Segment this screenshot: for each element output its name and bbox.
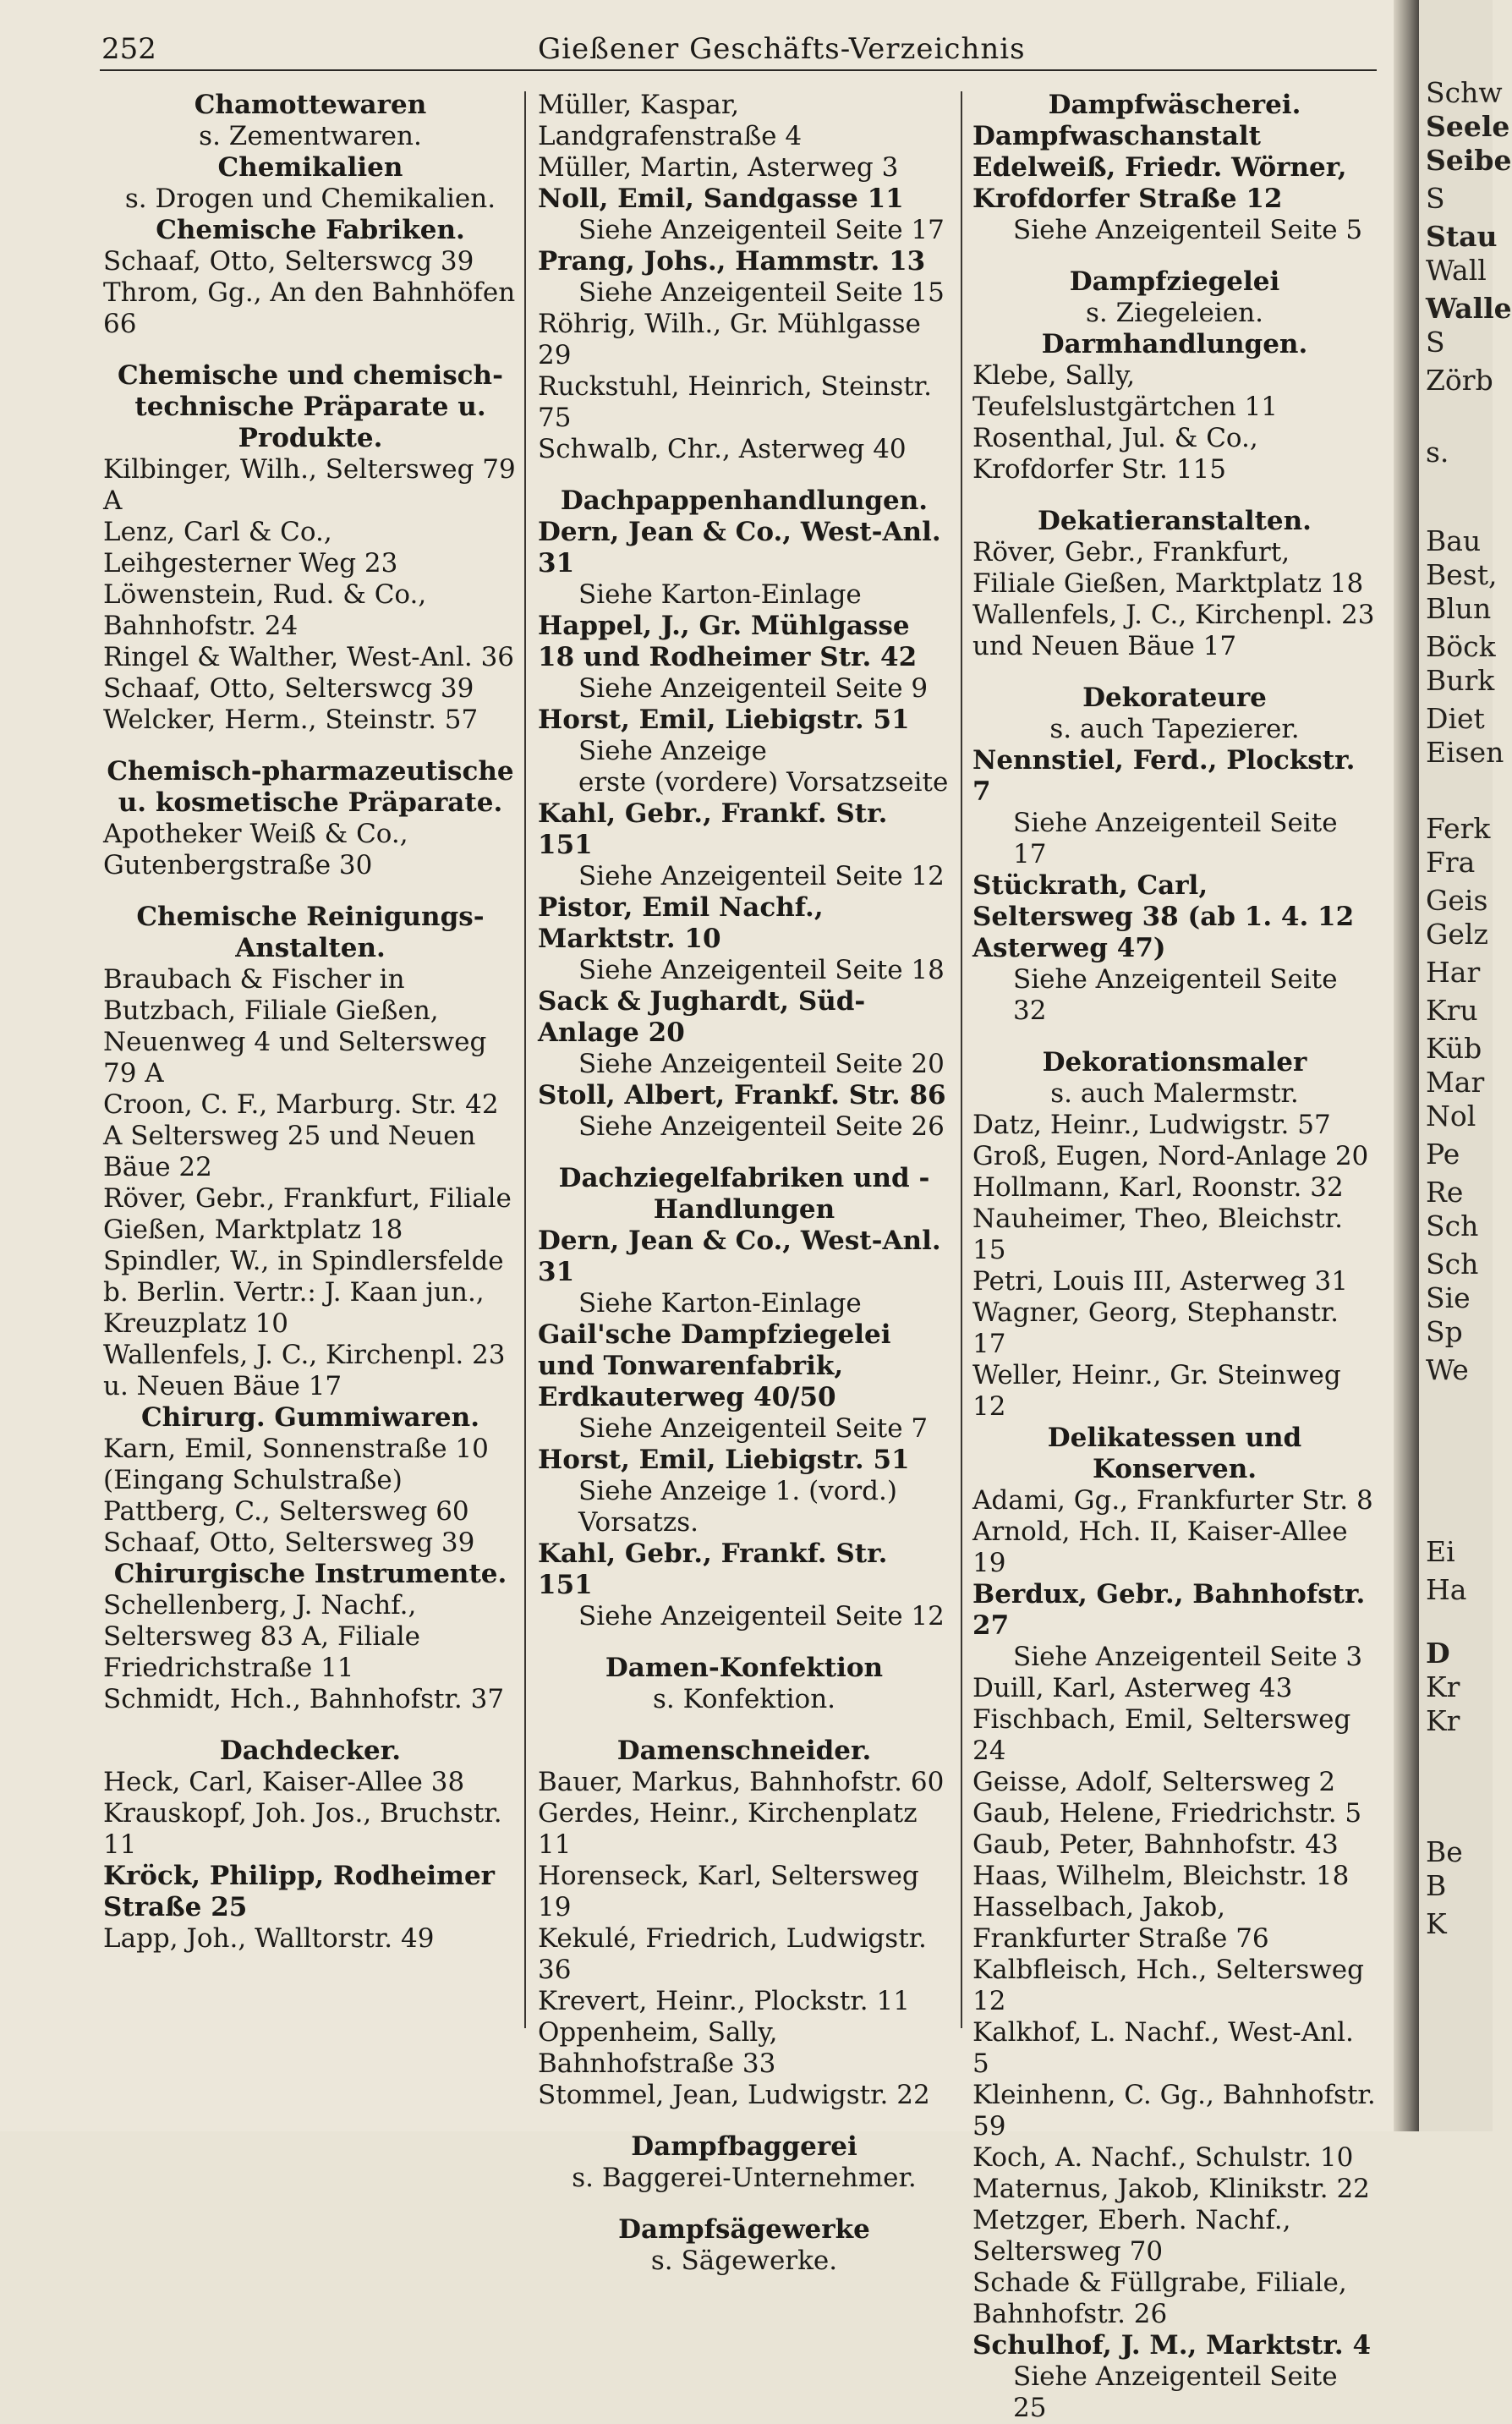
cross-reference: s. auch Malermstr.	[1050, 1078, 1299, 1109]
adjacent-page-fragment: S	[1426, 326, 1445, 359]
directory-entry: Croon, C. F., Marburg. Str. 42 A Seltersweg 25 und Neuen Bäue 22	[103, 1089, 507, 1182]
adjacent-page-fragment: Wall	[1426, 254, 1487, 287]
directory-entry: Kahl, Gebr., Frankf. Str. 151	[538, 1538, 897, 1600]
adjacent-page-fragment: Kru	[1426, 994, 1478, 1027]
adjacent-page-fragment: Kr	[1426, 1704, 1460, 1737]
adjacent-page-fragment: Küb	[1426, 1032, 1482, 1065]
directory-entry: Bauer, Markus, Bahnhofstr. 60	[538, 1767, 945, 1797]
spacer	[972, 485, 1377, 506]
adjacent-page-fragment: K	[1426, 1907, 1447, 1940]
ad-reference: Siehe Anzeigenteil Seite 18	[578, 955, 945, 985]
directory-entry: Sack & Jughardt, Süd-Anlage 20	[538, 986, 866, 1048]
adjacent-page-fragment: Sch	[1426, 1248, 1479, 1281]
ad-reference: Siehe Anzeigenteil Seite 26	[578, 1111, 945, 1142]
adjacent-page-fragment: Pe	[1426, 1138, 1460, 1171]
adjacent-page-fragment: Walle	[1426, 292, 1512, 325]
directory-entry: Weller, Heinr., Gr. Steinweg 12	[972, 1360, 1350, 1422]
cross-reference: s. Drogen und Chemikalien.	[124, 184, 496, 214]
directory-entry: Kilbinger, Wilh., Seltersweg 79 A	[103, 454, 524, 516]
adjacent-page-fragment: Ha	[1426, 1573, 1467, 1606]
adjacent-page-fragment: Sch	[1426, 1209, 1479, 1242]
directory-entry: Groß, Eugen, Nord-Anlage 20	[972, 1141, 1369, 1171]
adjacent-page-fragment: Blun	[1426, 592, 1492, 625]
directory-entry: Rosenthal, Jul. & Co., Krofdorfer Str. 115	[972, 423, 1267, 485]
directory-entry: Horst, Emil, Liebigstr. 51	[538, 705, 910, 735]
directory-entry: Throm, Gg., An den Bahnhöfen 66	[103, 277, 524, 339]
directory-entry: Datz, Heinr., Ludwigstr. 57	[972, 1110, 1331, 1140]
directory-entry: Ringel & Walther, West-Anl. 36	[103, 642, 515, 672]
directory-entry: Wallenfels, J. C., Kirchenpl. 23 und Neuen Bäue 17	[972, 600, 1383, 661]
adjacent-page-fragment: Mar	[1426, 1066, 1485, 1099]
section-heading: Damen-Konfektion	[605, 1653, 884, 1683]
adjacent-page-edge	[1419, 0, 1512, 2131]
column-left	[103, 90, 524, 2111]
directory-entry: Klebe, Sally, Teufelslustgärtchen 11	[972, 360, 1279, 422]
directory-entry: Petri, Louis III, Asterweg 31	[972, 1266, 1348, 1297]
directory-entry: Gerdes, Heinr., Kirchenplatz 11	[538, 1798, 926, 1860]
directory-entry: Nennstiel, Ferd., Plockstr. 7	[972, 745, 1365, 807]
directory-entry: Lenz, Carl & Co., Leihgesterner Weg 23	[103, 517, 398, 579]
adjacent-page-fragment: Gelz	[1426, 918, 1488, 951]
directory-entry: Maternus, Jakob, Klinikstr. 22	[972, 2174, 1370, 2204]
spacer	[538, 2194, 950, 2214]
adjacent-page-fragment: We	[1426, 1353, 1469, 1386]
adjacent-page-fragment: Re	[1426, 1176, 1464, 1209]
section-heading: Chirurg. Gummiwaren.	[140, 1402, 479, 1433]
adjacent-page-fragment: Har	[1426, 956, 1481, 989]
ad-reference: Siehe Anzeigenteil Seite 17	[1013, 808, 1338, 869]
directory-entry: Kekulé, Friedrich, Ludwigstr. 36	[538, 1923, 935, 1985]
adjacent-page-fragment: Böck	[1426, 630, 1496, 663]
directory-entry: Fischbach, Emil, Seltersweg 24	[972, 1704, 1360, 1766]
ad-reference: Siehe Anzeigenteil Seite 15	[578, 277, 945, 308]
directory-entry: Kröck, Philipp, Rodheimer Straße 25	[103, 1861, 504, 1922]
spacer	[103, 881, 518, 902]
directory-entry: Metzger, Eberh. Nachf., Seltersweg 70	[972, 2205, 1300, 2267]
spacer	[103, 1715, 518, 1736]
adjacent-page-fragment: Seele	[1426, 110, 1510, 143]
directory-entry: Löwenstein, Rud. & Co., Bahnhofstr. 24	[103, 579, 436, 641]
section-heading: Damenschneider.	[616, 1736, 872, 1766]
directory-entry: Berdux, Gebr., Bahnhofstr. 27	[972, 1579, 1375, 1641]
section-heading: Chirurgische Instrumente.	[113, 1559, 507, 1589]
directory-entry: Schellenberg, J. Nachf., Seltersweg 83 A, Filiale Friedrichstraße 11	[103, 1590, 429, 1683]
cross-reference: s. Zementwaren.	[199, 121, 422, 151]
spacer	[538, 2111, 950, 2131]
directory-entry: Braubach & Fischer in Butzbach, Filiale Gießen, Neuenweg 4 und Seltersweg 79 A	[103, 964, 496, 1089]
column-rule-2	[961, 91, 962, 2028]
adjacent-page-fragment: Diet	[1426, 702, 1485, 735]
adjacent-page-fragment: D	[1426, 1637, 1450, 1670]
adjacent-page-fragment: Nol	[1426, 1100, 1476, 1132]
adjacent-page-fragment: Seibe	[1426, 144, 1512, 177]
ad-reference: Siehe Anzeigenteil Seite 25	[1013, 2361, 1338, 2423]
spacer	[103, 736, 518, 756]
adjacent-page-fragment: Fra	[1426, 846, 1476, 879]
directory-entry: Lapp, Joh., Walltorstr. 49	[103, 1923, 435, 1954]
directory-entry: Duill, Karl, Asterweg 43	[972, 1673, 1293, 1703]
column-middle	[538, 90, 950, 2276]
directory-entry: Oppenheim, Sally, Bahnhofstraße 33	[538, 2017, 786, 2079]
section-heading: Chemische Fabriken.	[156, 215, 465, 245]
page-header	[100, 27, 1377, 71]
book-gutter	[1394, 0, 1419, 2131]
directory-entry: Stommel, Jean, Ludwigstr. 22	[538, 2080, 930, 2110]
ad-reference: Siehe Anzeigenteil Seite 3	[1013, 1642, 1363, 1672]
directory-entry: Prang, Johs., Hammstr. 13	[538, 246, 926, 277]
directory-entry: Dern, Jean & Co., West-Anl. 31	[538, 517, 950, 579]
ad-reference: Siehe Anzeigenteil Seite 5	[1013, 215, 1363, 245]
section-heading: Chemische Reinigungs-Anstalten.	[136, 902, 485, 963]
directory-entry: Schmidt, Hch., Bahnhofstr. 37	[103, 1684, 505, 1714]
directory-entry: Happel, J., Gr. Mühlgasse 18 und Rodheimer Str. 42	[538, 611, 919, 672]
section-heading: Dachdecker.	[219, 1736, 402, 1766]
directory-entry: Kahl, Gebr., Frankf. Str. 151	[538, 798, 897, 860]
column-right	[972, 90, 1384, 2423]
directory-entry: Müller, Martin, Asterweg 3	[538, 152, 899, 183]
directory-entry: Müller, Kaspar, Landgrafenstraße 4	[538, 90, 803, 151]
ad-reference: Siehe Anzeigenteil Seite 32	[1013, 964, 1338, 1026]
section-heading: Chemisch-pharmazeutische u. kosmetische Präparate.	[107, 756, 514, 818]
ad-reference: Siehe Anzeige 1. (vord.) Vorsatzs.	[578, 1476, 897, 1538]
adjacent-page-fragment: Kr	[1426, 1670, 1460, 1703]
directory-entry: Schulhof, J. M., Marktstr. 4	[972, 2330, 1372, 2361]
directory-entry: Kalkhof, L. Nachf., West-Anl. 5	[972, 2017, 1362, 2079]
section-heading: Dekatieranstalten.	[1038, 506, 1312, 536]
directory-entry: Gaub, Peter, Bahnhofstr. 43	[972, 1829, 1339, 1860]
directory-entry: Röver, Gebr., Frankfurt, Filiale Gießen, Marktplatz 18	[972, 537, 1364, 599]
directory-entry: Wallenfels, J. C., Kirchenpl. 23 u. Neuen Bäue 17	[103, 1340, 514, 1401]
ad-reference: Siehe Anzeigenteil Seite 17	[578, 215, 945, 245]
directory-entry: Schaaf, Otto, Seltersweg 39	[103, 1527, 475, 1558]
running-title: Gießener Geschäfts-Verzeichnis	[538, 32, 1026, 66]
column-rule-1	[524, 91, 526, 2028]
directory-entry: Krevert, Heinr., Plockstr. 11	[538, 1986, 910, 2016]
cross-reference: s. Sägewerke.	[650, 2246, 838, 2276]
section-heading: Chemische und chemisch-technische Präparate u. Produkte.	[118, 360, 503, 453]
ad-reference: Siehe Anzeigenteil Seite 20	[578, 1049, 945, 1079]
directory-entry: Dern, Jean & Co., West-Anl. 31	[538, 1226, 950, 1287]
adjacent-page-fragment: Eisen	[1426, 736, 1504, 769]
directory-entry: Gaub, Helene, Friedrichstr. 5	[972, 1798, 1362, 1829]
directory-entry: Welcker, Herm., Steinstr. 57	[103, 705, 479, 735]
adjacent-page-fragment: Stau	[1426, 220, 1498, 253]
spacer	[972, 662, 1377, 683]
spacer	[103, 340, 518, 360]
directory-entry: Heck, Carl, Kaiser-Allee 38	[103, 1767, 465, 1797]
directory-entry: Noll, Emil, Sandgasse 11	[538, 184, 904, 214]
spacer	[538, 1143, 950, 1163]
directory-entry: Nauheimer, Theo, Bleichstr. 15	[972, 1204, 1351, 1265]
directory-entry: Arnold, Hch. II, Kaiser-Allee 19	[972, 1516, 1356, 1578]
adjacent-page-fragment: Be	[1426, 1835, 1463, 1868]
ad-reference: Siehe Anzeigenteil Seite 9	[578, 673, 929, 704]
cross-reference: s. Konfektion.	[652, 1684, 836, 1714]
ad-reference: Siehe Anzeigenteil Seite 12	[578, 861, 945, 891]
adjacent-page-fragment: Geis	[1426, 884, 1488, 917]
spacer	[538, 465, 950, 485]
section-heading: Dampfwäscherei.	[1048, 90, 1301, 120]
spacer	[538, 1715, 950, 1736]
directory-entry: Schaaf, Otto, Selterswcg 39	[103, 246, 474, 277]
directory-entry: Hollmann, Karl, Roonstr. 32	[972, 1172, 1344, 1203]
section-heading: Dampfziegelei	[1069, 266, 1280, 297]
adjacent-page-fragment: Sp	[1426, 1315, 1463, 1348]
adjacent-page-fragment: Burk	[1426, 664, 1495, 697]
directory-entry: Pistor, Emil Nachf., Marktstr. 10	[538, 892, 833, 954]
adjacent-page-fragment: Schw	[1426, 76, 1503, 109]
section-heading: Dampfsägewerke	[618, 2214, 870, 2245]
directory-entry: Apotheker Weiß & Co., Gutenbergstraße 30	[103, 819, 417, 880]
directory-entry: Horst, Emil, Liebigstr. 51	[538, 1445, 910, 1475]
directory-entry: Karn, Emil, Sonnenstraße 10 (Eingang Schulstraße)	[103, 1434, 497, 1495]
ad-reference: Siehe Anzeigenteil Seite 7	[578, 1413, 929, 1444]
section-heading: Dachziegelfabriken und -Handlungen	[558, 1163, 930, 1225]
directory-entry: Adami, Gg., Frankfurter Str. 8	[972, 1485, 1373, 1516]
adjacent-page-fragment: S	[1426, 182, 1445, 215]
adjacent-page-fragment: Best,	[1426, 558, 1498, 591]
page-number: 252	[101, 32, 156, 66]
directory-entry: Krauskopf, Joh. Jos., Bruchstr. 11	[103, 1798, 511, 1860]
spacer	[972, 246, 1377, 266]
adjacent-page-fragment: Sie	[1426, 1281, 1471, 1314]
ad-reference: Siehe Karton-Einlage	[578, 579, 862, 610]
directory-entry: Spindler, W., in Spindlersfelde b. Berlin. Vertr.: J. Kaan jun., Kreuzplatz 10	[103, 1246, 512, 1339]
spacer	[972, 1027, 1377, 1047]
directory-entry: Röver, Gebr., Frankfurt, Filiale Gießen, Marktplatz 18	[103, 1183, 520, 1245]
directory-entry: Gail'sche Dampfziegelei und Tonwarenfabrik, Erdkauterweg 40/50	[538, 1319, 901, 1412]
adjacent-page-fragment: Ei	[1426, 1535, 1455, 1568]
directory-entry: Geisse, Adolf, Seltersweg 2	[972, 1767, 1336, 1797]
directory-entry: Dampfwaschanstalt Edelweiß, Friedr. Wörner, Krofdorfer Straße 12	[972, 121, 1356, 214]
directory-entry: Ruckstuhl, Heinrich, Steinstr. 75	[538, 371, 940, 433]
directory-entry: Kalbfleisch, Hch., Seltersweg 12	[972, 1955, 1372, 2016]
adjacent-page-fragment: s.	[1426, 436, 1449, 469]
directory-entry: Pattberg, C., Seltersweg 60	[103, 1496, 469, 1527]
section-heading: Dachpappenhandlungen.	[560, 485, 929, 516]
adjacent-page-fragment: Bau	[1426, 524, 1482, 557]
directory-entry: Kleinhenn, C. Gg., Bahnhofstr. 59	[972, 2080, 1384, 2142]
adjacent-page-fragment: Zörb	[1426, 364, 1493, 397]
cross-reference: s. Baggerei-Unternehmer.	[572, 2163, 917, 2193]
directory-entry: Schade & Füllgrabe, Filiale, Bahnhofstr. 26	[972, 2268, 1356, 2329]
directory-entry: Koch, A. Nachf., Schulstr. 10	[972, 2142, 1354, 2173]
directory-entry: Röhrig, Wilh., Gr. Mühlgasse 29	[538, 309, 929, 370]
directory-entry: Haas, Wilhelm, Bleichstr. 18	[972, 1861, 1350, 1891]
ad-reference: Siehe Karton-Einlage	[578, 1288, 862, 1319]
directory-entry: Stückrath, Carl, Seltersweg 38 (ab 1. 4. 12 Asterweg 47)	[972, 870, 1363, 963]
directory-entry: Stoll, Albert, Frankf. Str. 86	[538, 1080, 946, 1111]
section-heading: Chemikalien	[217, 152, 403, 183]
spacer	[538, 1632, 950, 1653]
cross-reference: s. auch Tapezierer.	[1049, 714, 1300, 744]
directory-entry: Schwalb, Chr., Asterweg 40	[538, 434, 907, 464]
ad-reference: Siehe Anzeige	[578, 736, 767, 766]
section-heading: Dampfbaggerei	[631, 2131, 857, 2162]
section-heading: Dekorationsmaler	[1042, 1047, 1307, 1078]
section-heading: Chamottewaren	[194, 90, 427, 120]
ad-reference: Siehe Anzeigenteil Seite 12	[578, 1601, 945, 1632]
section-heading: Darmhandlungen.	[1041, 329, 1308, 359]
cross-reference: s. Ziegeleien.	[1086, 298, 1263, 328]
directory-entry: Wagner, Georg, Stephanstr. 17	[972, 1297, 1347, 1359]
adjacent-page-fragment: B	[1426, 1869, 1447, 1902]
directory-entry: Hasselbach, Jakob, Frankfurter Straße 76	[972, 1892, 1269, 1954]
directory-entry: Schaaf, Otto, Selterswcg 39	[103, 673, 474, 704]
ad-reference: erste (vordere) Vorsatzseite	[578, 767, 949, 798]
section-heading: Delikatessen und Konserven.	[1047, 1423, 1302, 1484]
adjacent-page-fragment: Ferk	[1426, 812, 1491, 845]
section-heading: Dekorateure	[1082, 683, 1267, 713]
directory-entry: Horenseck, Karl, Seltersweg 19	[538, 1861, 928, 1922]
